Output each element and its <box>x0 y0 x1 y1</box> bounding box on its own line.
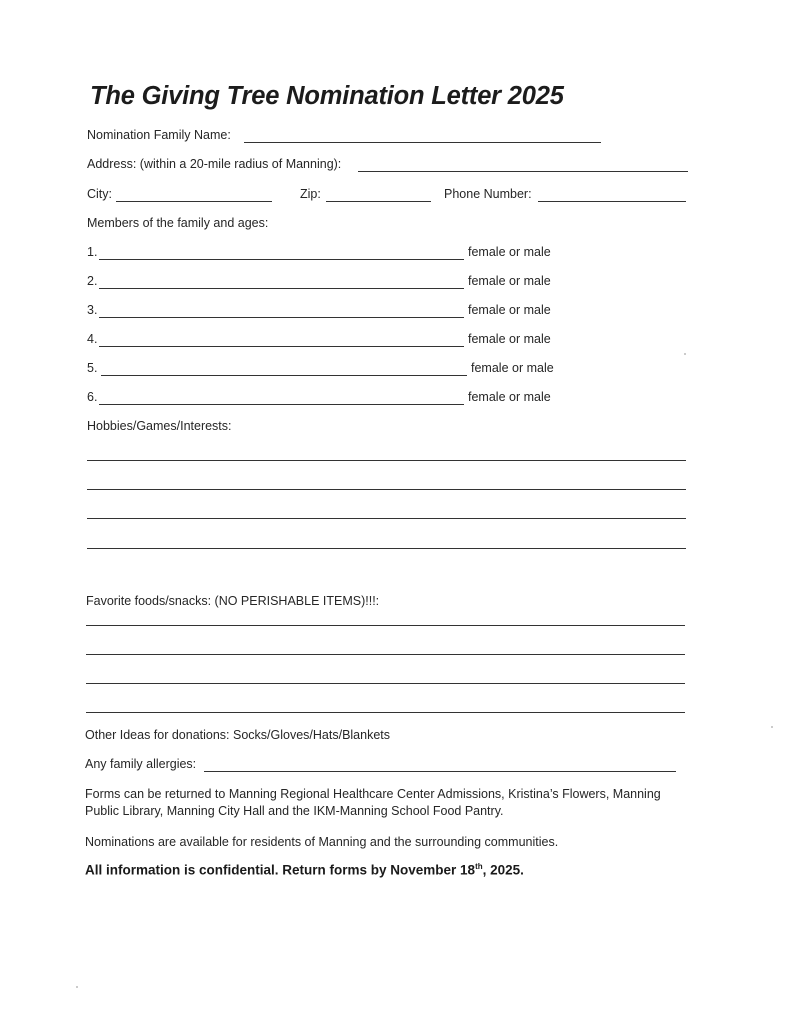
member-field[interactable] <box>99 259 464 260</box>
member-number: 3. <box>87 303 98 317</box>
scan-speck <box>684 353 686 355</box>
return-locations-text: Forms can be returned to Manning Regional Healthcare Center Admissions, Kristina’s Flowers, Manning Public Library, Manning City Hall and the IKM-Manning School Food Pantry. <box>85 787 661 818</box>
member-field[interactable] <box>101 375 467 376</box>
confidential-text: All information is confidential. Return forms by November 18 <box>85 862 476 878</box>
family-name-label: Nomination Family Name: <box>87 128 231 142</box>
foods-line[interactable] <box>86 712 685 713</box>
scan-speck <box>771 726 773 728</box>
address-field[interactable] <box>358 171 688 172</box>
hobbies-label: Hobbies/Games/Interests: <box>87 419 232 433</box>
member-number: 5. <box>87 361 98 375</box>
phone-label: Phone Number: <box>444 187 532 201</box>
member-field[interactable] <box>99 288 464 289</box>
zip-label: Zip: <box>300 187 321 201</box>
zip-field[interactable] <box>326 201 431 202</box>
member-number: 1. <box>87 245 98 259</box>
member-field[interactable] <box>99 317 464 318</box>
member-gender: female or male <box>468 303 551 317</box>
member-gender: female or male <box>468 332 551 346</box>
member-field[interactable] <box>99 404 464 405</box>
member-gender: female or male <box>468 274 551 288</box>
allergies-field[interactable] <box>204 771 676 772</box>
foods-label: Favorite foods/snacks: (NO PERISHABLE ITEMS)!!!: <box>86 594 380 608</box>
hobbies-line[interactable] <box>87 460 686 461</box>
member-gender: female or male <box>468 390 551 404</box>
city-field[interactable] <box>116 201 272 202</box>
member-number: 4. <box>87 332 98 346</box>
member-number: 6. <box>87 390 98 404</box>
member-gender: female or male <box>468 245 551 259</box>
scan-speck <box>76 986 78 988</box>
foods-line[interactable] <box>86 654 685 655</box>
allergies-label: Any family allergies: <box>85 757 197 771</box>
date-suffix: th <box>475 862 483 871</box>
address-label: Address: (within a 20-mile radius of Manning): <box>87 157 342 171</box>
hobbies-line[interactable] <box>87 489 686 490</box>
hobbies-line[interactable] <box>87 518 686 519</box>
donations-text: Other Ideas for donations: Socks/Gloves/Hats/Blankets <box>85 728 391 742</box>
form-title: The Giving Tree Nomination Letter 2025 <box>90 82 564 110</box>
hobbies-line[interactable] <box>87 548 686 549</box>
confidential-date-end: , 2025. <box>482 862 524 878</box>
phone-field[interactable] <box>538 201 686 202</box>
foods-line[interactable] <box>86 683 685 684</box>
member-field[interactable] <box>99 346 464 347</box>
member-number: 2. <box>87 274 98 288</box>
city-label: City: <box>87 187 112 201</box>
foods-line[interactable] <box>86 625 685 626</box>
confidential-notice <box>85 862 524 878</box>
member-gender: female or male <box>471 361 554 375</box>
availability-text: Nominations are available for residents of Manning and the surrounding communities. <box>85 835 559 849</box>
family-name-field[interactable] <box>244 142 601 143</box>
members-label: Members of the family and ages: <box>87 216 269 230</box>
